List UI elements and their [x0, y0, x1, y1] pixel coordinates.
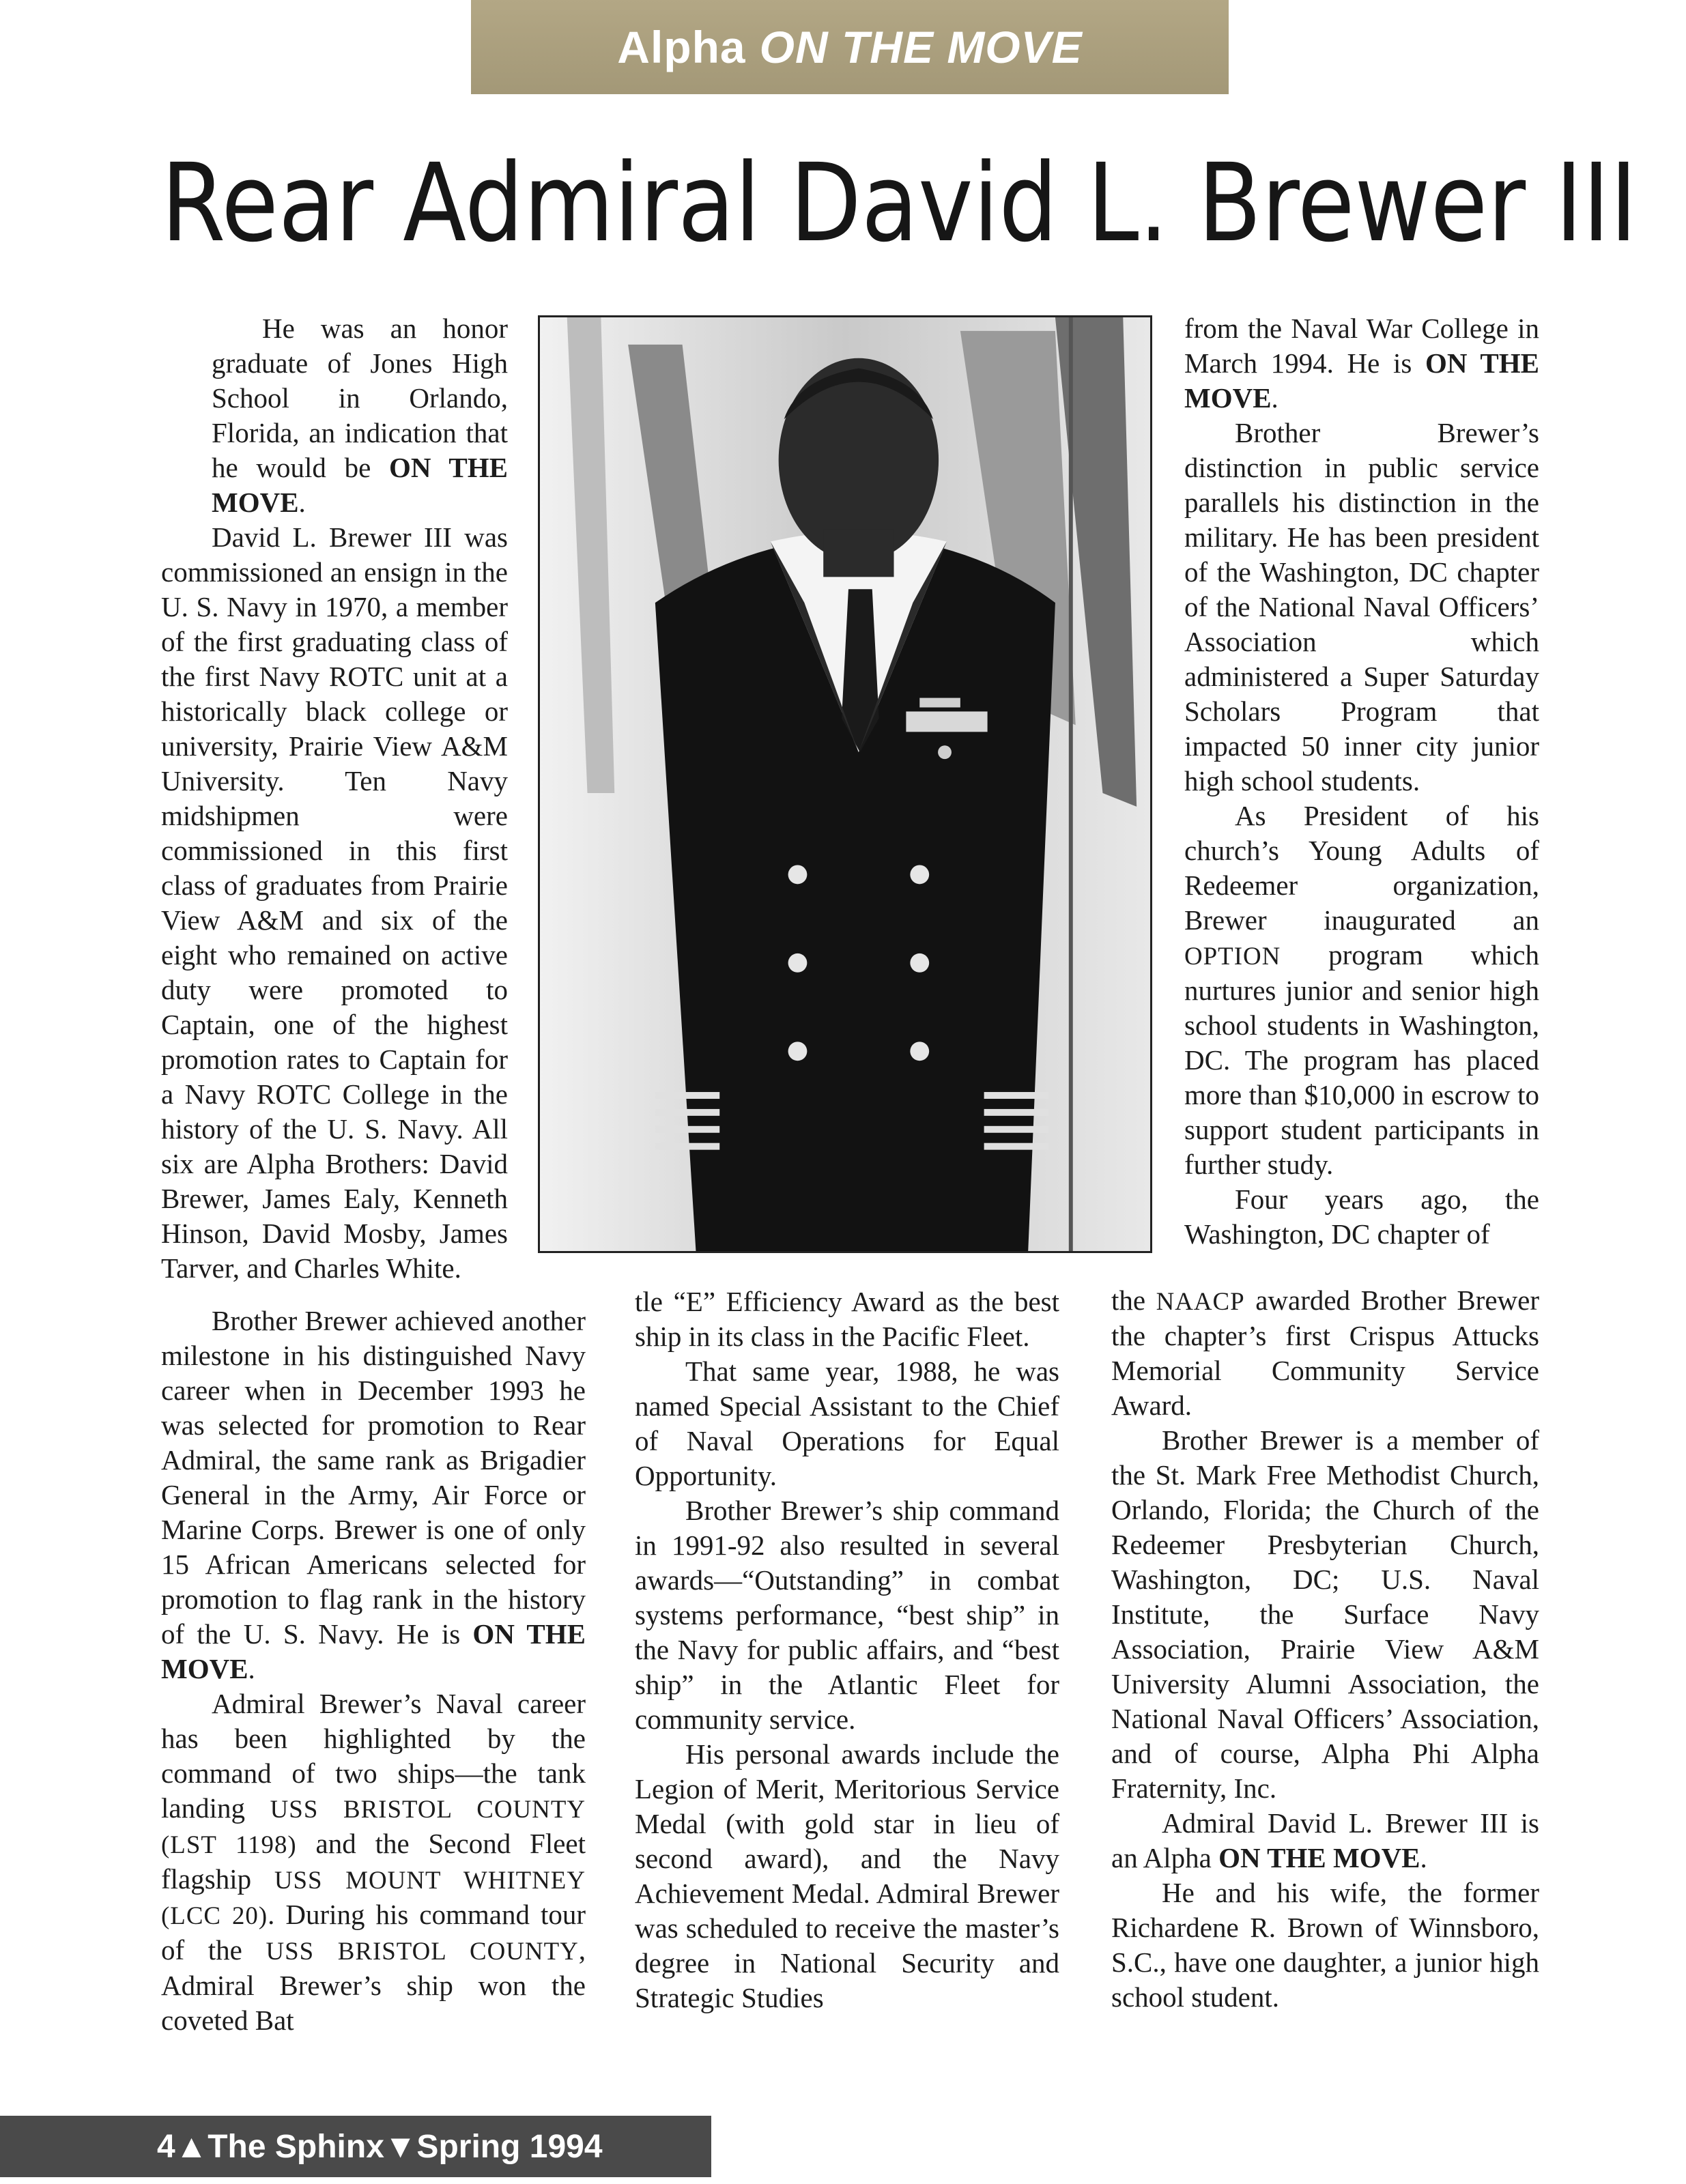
- triangle-up-icon: ▲: [175, 2128, 208, 2165]
- portrait-illustration: [540, 317, 1150, 1251]
- paragraph-4: Admiral Brewer’s Naval career has been highlighted by the command of two ships—the tank landing USS BRISTOL COUNTY (LST 1198) and the Second Fleet flagship USS MOUNT WHITNEY (LCC 20). During his command tour of the USS BRISTOL COUNTY, Admiral Brewer’s ship won the coveted Bat: [161, 1688, 586, 2036]
- section-banner: [471, 0, 1229, 94]
- column-left-bottom: [161, 1304, 586, 2038]
- page-footer: [0, 2116, 711, 2177]
- paragraph-1: He was an honor graduate of Jones High School in Orlando, Florida, an indication that he would be ON THE MOVE.: [212, 313, 508, 518]
- paragraph-9: As President of his church’s Young Adults of Redeemer organization, Brewer inaugurated an OPTION program which nurtures junior and senior high school students in Washington, DC. The program has placed more than $10,000 in escrow to support student participants in further study.: [1184, 800, 1539, 1180]
- paragraph-4-continued: tle “E” Efficiency Award as the best ship in its class in the Pacific Fleet.: [635, 1286, 1059, 1352]
- publication-name: The Sphinx: [208, 2128, 384, 2165]
- paragraph-12: Admiral David L. Brewer III is an Alpha ON THE MOVE.: [1111, 1807, 1539, 1873]
- column-right-top: [1184, 311, 1539, 1252]
- issue-date: Spring 1994: [416, 2128, 603, 2165]
- banner-text-alpha: Alpha: [617, 22, 746, 72]
- ship-name: USS BRISTOL COUNTY (LST 1198): [161, 1795, 586, 1858]
- admiral-portrait-photo: [538, 315, 1152, 1253]
- column-right-bottom: [1111, 1283, 1539, 2015]
- article-title: Rear Admiral David L. Brewer III: [161, 141, 1638, 266]
- paragraph-7: His personal awards include the Legion of Merit, Meritorious Service Medal (with gold star in lieu of second award), and the Navy Achievement Medal. Admiral Brewer was scheduled to receive the master’s degree in National Security and Strategic Studies: [635, 1738, 1059, 2013]
- page-number: 4: [157, 2128, 175, 2165]
- paragraph-10-continued: the NAACP awarded Brother Brewer the chapter’s first Crispus Attucks Memorial Community Service Award.: [1111, 1284, 1539, 1421]
- paragraph-7-continued: from the Naval War College in March 1994. He is ON THE MOVE.: [1184, 313, 1539, 414]
- paragraph-10: Four years ago, the Washington, DC chapter of: [1184, 1183, 1539, 1250]
- banner-text-on-the-move: ON THE MOVE: [759, 22, 1083, 72]
- ship-name: USS BRISTOL COUNTY: [266, 1937, 579, 1965]
- ship-name: USS MOUNT WHITNEY (LCC 20): [161, 1866, 586, 1929]
- paragraph-6: Brother Brewer’s ship command in 1991-92 also resulted in several awards—“Outstanding” in combat systems performance, “best ship” in the Navy for public affairs, and “best ship” in the Atlantic Fleet for community service.: [635, 1495, 1059, 1735]
- paragraph-2: David L. Brewer III was commissioned an ensign in the U. S. Navy in 1970, a member of the first graduating class of the first Navy ROTC unit at a historically black college or university, Prairie View A&M University. Ten Navy midshipmen were commissioned in this first class of graduates from Prairie View A&M and six of the eight who remained on active duty were promoted to Captain, one of the highest promotion rates to Captain for a Navy ROTC College in the history of the U. S. Navy. All six are Alpha Brothers: David Brewer, James Ealy, Kenneth Hinson, David Mosby, James Tarver, and Charles White.: [161, 521, 508, 1284]
- paragraph-5: That same year, 1988, he was named Special Assistant to the Chief of Naval Operations for Equal Opportunity.: [635, 1355, 1059, 1491]
- column-left-top: [161, 311, 508, 1286]
- column-middle: [635, 1284, 1059, 2015]
- paragraph-11: Brother Brewer is a member of the St. Mark Free Methodist Church, Orlando, Florida; the Church of the Redeemer Presbyterian Church, Washington, DC; U.S. Naval Institute, the Surface Navy Association, Prairie View A&M University Alumni Association, the National Naval Officers’ Association, and of course, Alpha Phi Alpha Fraternity, Inc.: [1111, 1424, 1539, 1804]
- paragraph-13: He and his wife, the former Richardene R. Brown of Winnsboro, S.C., have one daughter, a junior high school student.: [1111, 1877, 1539, 2013]
- paragraph-8: Brother Brewer’s distinction in public service parallels his distinction in the military. He has been president of the Washington, DC chapter of the National Naval Officers’ Association which administered a Super Saturday Scholars Program that impacted 50 inner city junior high school students.: [1184, 417, 1539, 796]
- triangle-down-icon: ▼: [384, 2128, 417, 2165]
- paragraph-3: Brother Brewer achieved another milestone in his distinguished Navy career when in December 1993 he was selected for promotion to Rear Admiral, the same rank as Brigadier General in the Army, Air Force or Marine Corps. Brewer is one of only 15 African Americans selected for promotion to flag rank in the history of the U. S. Navy. He is ON THE MOVE.: [161, 1305, 586, 1684]
